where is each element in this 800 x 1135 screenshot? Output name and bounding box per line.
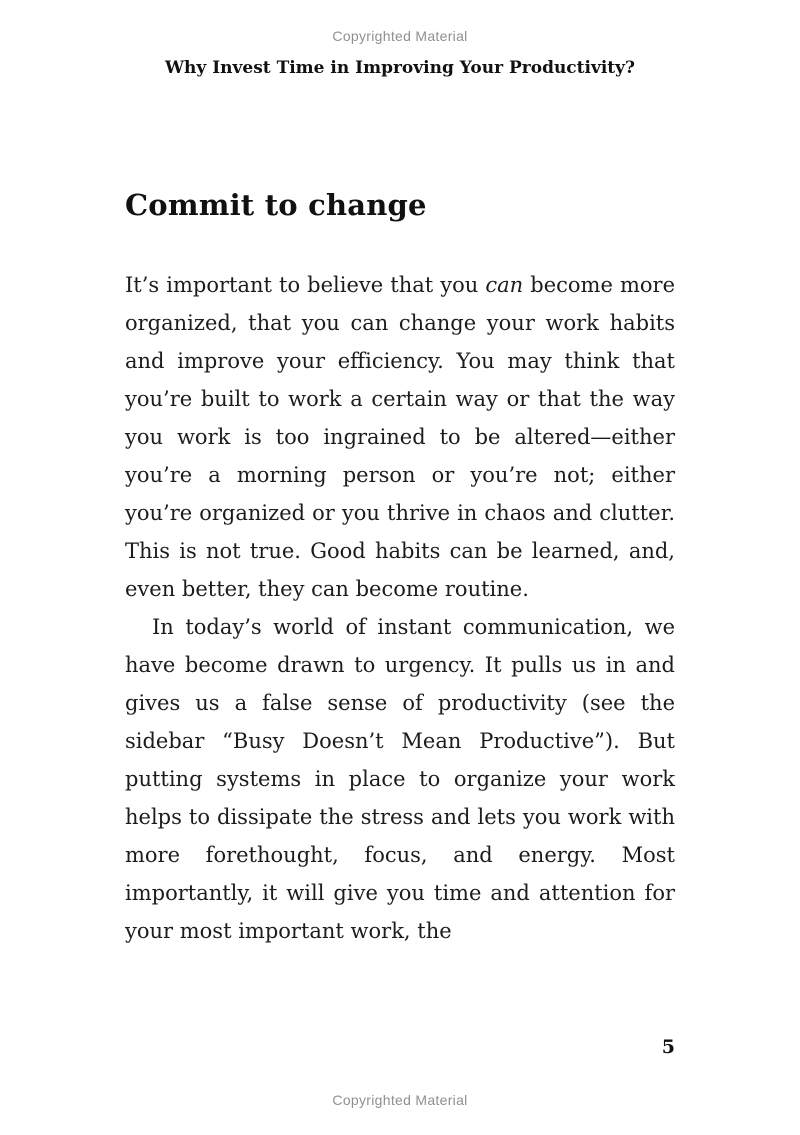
paragraph-1 (125, 266, 675, 608)
page-number: 5 (661, 1036, 675, 1058)
paragraph-1-text-start: It’s important to believe that you (125, 273, 486, 297)
copyright-watermark-bottom: Copyrighted Material (332, 1092, 468, 1108)
paragraph-1-italic-word: can (485, 273, 524, 297)
section-heading: Commit to change (125, 188, 427, 222)
paragraph-1-text-end: become more organized, that you can change your work habits and improve your efficiency. You may think that you’re built to work a certain way or that the way you work is too ingrained to be altered—either you’re a morning person or you’re not; either you’re organized or you thrive in chaos and clutter. This is not true. Good habits can be learned, and, even better, they can become routine. (125, 273, 675, 601)
running-header: Why Invest Time in Improving Your Productivity? (164, 58, 636, 78)
copyright-watermark-top: Copyrighted Material (332, 28, 468, 44)
paragraph-2: In today’s world of instant communication, we have become drawn to urgency. It pulls us in and gives us a false sense of productivity (see the sidebar “Busy Doesn’t Mean Productive”). But putting systems in place to organize your work helps to dissipate the stress and lets you work with more forethought, focus, and energy. Most importantly, it will give you time and attention for your most important work, the (125, 615, 675, 943)
page-content (125, 188, 675, 950)
